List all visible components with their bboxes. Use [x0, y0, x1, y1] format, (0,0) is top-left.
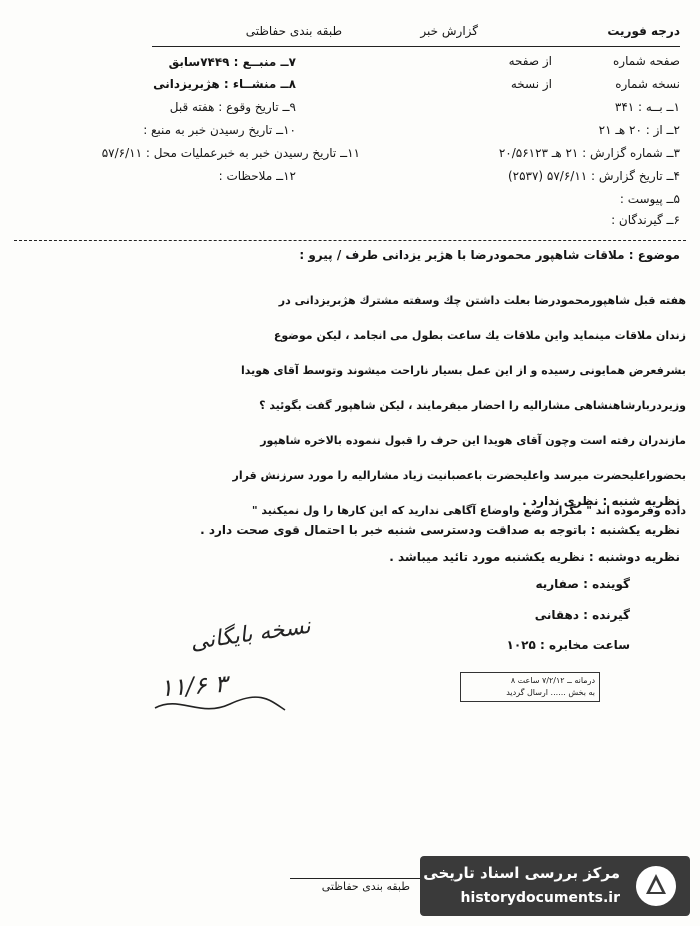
body-line: داده وفرموده اند " مگراز وضع واوضاع آگاهی ندارید که این کارها را ول نمیکنید " [251, 504, 686, 517]
eval-monday: نظریه دوشنبه : نظریه یکشنبه مورد تائید میباشد . [389, 550, 680, 564]
eval-sunday: نظریه یکشنبه : باتوجه به صداقت ودسترسی شنبه خبر با احتمال قوی صحت دارد . [200, 523, 680, 537]
copy-number: نسخه شماره [615, 77, 680, 91]
call-time: ساعت مخابره : ۱۰۲۵ [506, 638, 630, 652]
handwritten-date: ۳ ۱۱/۶ [159, 669, 229, 703]
document-logo-icon [634, 864, 678, 908]
watermark-site: historydocuments.ir [460, 890, 620, 906]
report-number: ۳ــ شماره گزارش : ۲۱ هـ ۲۰/۵۶۱۲۳ [498, 146, 680, 160]
origin-field: ۸ــ منشــاء : هژبریزدانی [153, 77, 296, 91]
footer-classification: طبقه بندی حفاظتی [321, 880, 410, 893]
watermark [420, 856, 690, 916]
recipients: ۶ــ گیرندگان : [611, 213, 680, 227]
speaker: گوینده : صفاریه [535, 577, 630, 591]
classification-label: طبقه بندی حفاظتی [245, 24, 342, 38]
notes-field: ۱۲ــ ملاحظات : [218, 169, 296, 183]
received-stamp [460, 672, 600, 702]
report-body [6, 283, 686, 528]
page-number: صفحه شماره [613, 54, 680, 68]
stamp-line: به بخش ...... ارسال گردید [506, 688, 595, 697]
body-line: هفته قبل شاهپورمحمودرضا بعلت داشتن چك وسفته مشترك هژبریزدانی در [278, 294, 686, 307]
footer-rule [290, 878, 430, 879]
received-by-hq: ۱۱ــ تاریخ رسیدن خبر به خبرعملیات محل : ۵۷/۶/۱۱ [101, 146, 360, 160]
recipient: گیرنده : دهقانی [534, 608, 630, 622]
body-line: بحضوراعلیحضرت میرسد واعلیحضرت باعصبانیت زیاد مشارالیه را مورد سرزنش قرار [232, 469, 686, 482]
from-field: ۲ــ از : ۲۰ هـ ۲۱ [598, 123, 680, 137]
header-underline [152, 46, 680, 47]
event-date: ۹ــ تاریخ وقوع : هفته قبل [169, 100, 296, 114]
watermark-org: مرکز بررسی اسناد تاریخی [423, 864, 620, 882]
to-field: ۱ــ بــه : ۳۴۱ [614, 100, 680, 114]
received-by-source: ۱۰ــ تاریخ رسیدن خبر به منبع : [143, 123, 296, 137]
subject-line: موضوع : ملاقات شاهپور محمودرضا با هژبر یزدانی طرف / پیرو : [299, 248, 680, 262]
priority-label: درجه فوریت [607, 24, 680, 38]
report-title: گزارش خبر [420, 24, 478, 38]
stamp-line: درمانه ــ ۷/۲/۱۲ ساعت ۸ [510, 676, 595, 685]
body-line: وزیردربارشاهنشاهی مشارالیه را احضار میفرمایند ، لیکن شاهپور گفت بگوئید ؟ [259, 399, 686, 412]
attachment: ۵ــ پیوست : [619, 192, 680, 206]
copy-of: از نسخه [510, 77, 552, 91]
page-of: از صفحه [508, 54, 552, 68]
body-line: زندان ملاقات مینماید واین ملاقات یك ساعت بطول می انجامد ، لیکن موضوع [273, 329, 686, 342]
report-date: ۴ــ تاریخ گزارش : ۵۷/۶/۱۱ (۲۵۳۷) [507, 169, 680, 183]
source-field: ۷ــ منبــع : ۷۴۴۹سابق [168, 55, 296, 69]
handwritten-note: نسخه بایگانی [188, 613, 313, 656]
body-line: بشرفعرض همایونی رسیده و از این عمل بسیار ناراحت میشوند وتوسط آقای هویدا [240, 364, 686, 377]
section-divider [14, 240, 686, 241]
body-line: مازندران رفته است وچون آقای هویدا این حرف را قبول ننموده بالاخره شاهپور [260, 434, 686, 447]
eval-saturday: نظریه شنبه : نظری ندارد . [522, 494, 680, 508]
signature-scribble [150, 690, 290, 720]
